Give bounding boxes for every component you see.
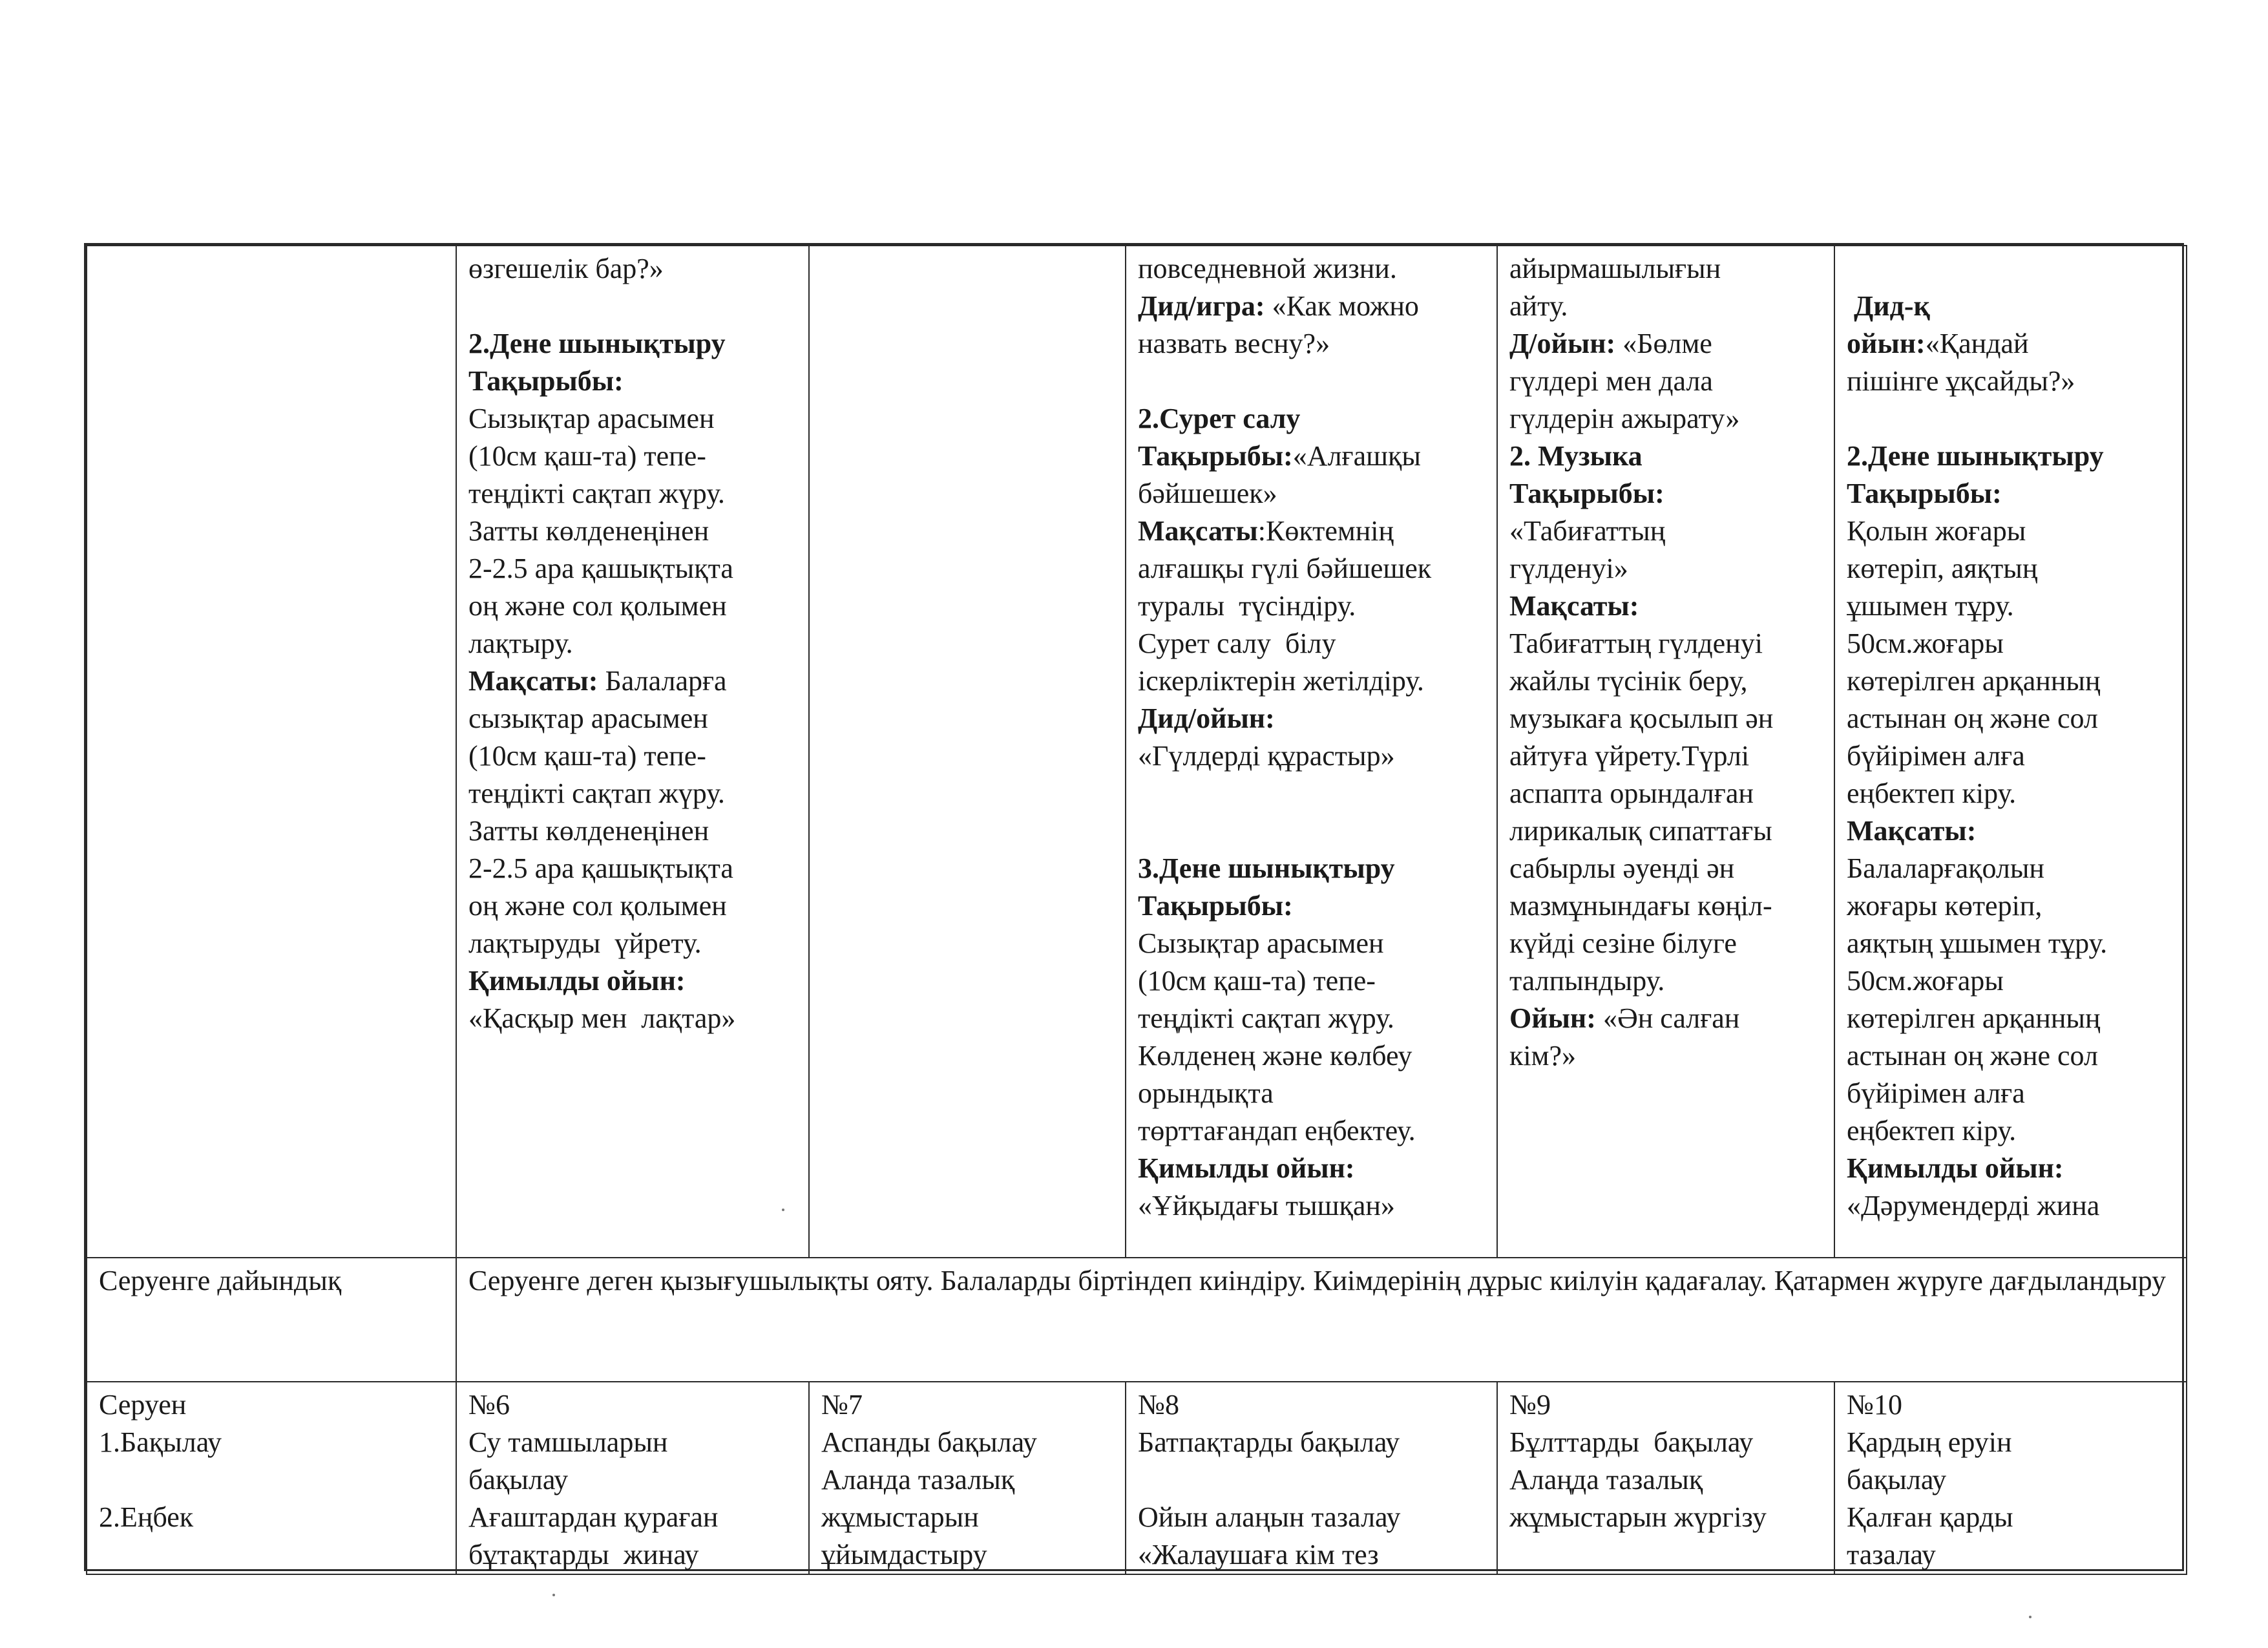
walk-day3-cell bbox=[1126, 1382, 1497, 1574]
bold-heading: Мақсаты: bbox=[468, 665, 598, 697]
line-text: «Бөлме bbox=[1615, 328, 1712, 359]
text-line: гүлдерін ажырату» bbox=[1509, 403, 1740, 434]
text-line: «Гүлдерді құрастыр» bbox=[1138, 740, 1395, 772]
text-line: кім?» bbox=[1509, 1040, 1576, 1072]
text-line: көтерілген арқанның bbox=[1847, 1002, 2101, 1034]
text-line: астынан оң және сол bbox=[1847, 1040, 2098, 1072]
text-line: лирикалық сипаттағы bbox=[1509, 815, 1772, 847]
text-line: Ағаштардан қураған bbox=[468, 1501, 719, 1533]
text-line bbox=[1138, 438, 1485, 475]
text-line: лақтыруды үйрету. bbox=[468, 927, 702, 959]
text-line: еңбектеп кіру. bbox=[1847, 777, 2017, 809]
text-line: №8 bbox=[1138, 1389, 1179, 1421]
text-line: іскерліктерін жетілдіру. bbox=[1138, 665, 1424, 697]
activities-label-cell bbox=[87, 246, 456, 1258]
text-line bbox=[468, 662, 797, 700]
text-line: аяқтың ұшымен тұру. bbox=[1847, 927, 2108, 959]
text-line: Батпақтарды бақылау bbox=[1138, 1426, 1400, 1458]
text-line: бүйірімен алға bbox=[1847, 1077, 2025, 1109]
text-line: Затты көлденеңінен bbox=[468, 815, 709, 847]
text-line: Тақырыбы: bbox=[468, 365, 624, 397]
text-line: Аспанды бақылау bbox=[821, 1426, 1037, 1458]
bold-heading: Ойын: bbox=[1509, 1002, 1596, 1034]
text-line: бақылау bbox=[1847, 1464, 1947, 1495]
text-line: айтуға үйрету.Түрлі bbox=[1509, 740, 1750, 772]
text-line: теңдікті сақтап жүру. bbox=[468, 777, 725, 809]
walk-row bbox=[87, 1382, 2187, 1574]
text-line: 3.Дене шынықтыру bbox=[1138, 852, 1395, 884]
text-line: Қимылды ойын: bbox=[1138, 1152, 1355, 1184]
text-line: «Дәрумендерді жина bbox=[1847, 1190, 2100, 1221]
walk-day1-cell bbox=[456, 1382, 809, 1574]
text-line: 1.Бақылау bbox=[99, 1426, 222, 1458]
text-line: Аланда тазалық bbox=[821, 1464, 1015, 1495]
text-line bbox=[1509, 1000, 1822, 1037]
text-line: туралы түсіндіру. bbox=[1138, 590, 1356, 622]
plan-table-frame bbox=[84, 243, 2184, 1571]
text-line: (10см қаш-та) тепе- bbox=[468, 440, 706, 472]
text-line: тазалау bbox=[1847, 1539, 1936, 1570]
text-line: Дид-қ bbox=[1847, 290, 1930, 322]
scan-speck bbox=[782, 1209, 784, 1211]
walk-day5-cell bbox=[1834, 1382, 2187, 1574]
text-line: күйді сезіне білуге bbox=[1509, 927, 1737, 959]
line-text: «Қандай bbox=[1925, 328, 2029, 359]
text-line: алғашқы гүлі бәйшешек bbox=[1138, 553, 1432, 584]
text-line bbox=[1509, 325, 1822, 363]
text-line: Ойын алаңын тазалау bbox=[1138, 1501, 1401, 1533]
text-line: бәйшешек» bbox=[1138, 478, 1277, 509]
text-line: орындықта bbox=[1138, 1077, 1274, 1109]
text-line bbox=[1138, 288, 1485, 325]
activities-day1-cell bbox=[456, 246, 809, 1258]
text-line: повседневной жизни. bbox=[1138, 253, 1397, 284]
text-line: Табиғаттың гүлденуі bbox=[1509, 628, 1763, 659]
text-line: жоғары көтеріп, bbox=[1847, 890, 2042, 922]
text-line: айырмашылығын bbox=[1509, 253, 1721, 284]
line-gap bbox=[99, 1461, 444, 1499]
text-line: бұтақтарды жинау bbox=[468, 1539, 699, 1570]
text-line: «Ұйқыдағы тышқан» bbox=[1138, 1190, 1395, 1221]
text-line: аспапта орындалған bbox=[1509, 777, 1754, 809]
text-line: Сызықтар арасымен bbox=[1138, 927, 1384, 959]
text-line: Мақсаты: bbox=[1847, 815, 1977, 847]
activities-day2-cell bbox=[809, 246, 1126, 1258]
activities-row bbox=[87, 246, 2187, 1258]
bold-heading: Тақырыбы: bbox=[1138, 440, 1293, 472]
text-line: Бұлттарды бақылау bbox=[1509, 1426, 1754, 1458]
text-line: 2. Музыка bbox=[1509, 440, 1643, 472]
line-gap bbox=[468, 288, 797, 325]
text-line: айту. bbox=[1509, 290, 1568, 322]
text-line: еңбектеп кіру. bbox=[1847, 1115, 2017, 1146]
line-gap bbox=[1138, 363, 1485, 400]
text-line: Қимылды ойын: bbox=[468, 965, 686, 997]
text-line: 2-2.5 ара қашықтықта bbox=[468, 852, 733, 884]
activities-day4-cell bbox=[1497, 246, 1834, 1258]
text-line: лақтыру. bbox=[468, 628, 573, 659]
text-line: Көлденең және көлбеу bbox=[1138, 1040, 1412, 1072]
line-text: «Ән салған bbox=[1595, 1002, 1740, 1034]
text-line: талпындыру. bbox=[1509, 965, 1665, 997]
text-line: №7 bbox=[821, 1389, 863, 1421]
line-text: :Көктемнің bbox=[1257, 515, 1394, 547]
walk-day4-cell bbox=[1497, 1382, 1834, 1574]
text-line: №6 bbox=[468, 1389, 510, 1421]
line-text: «Как можно bbox=[1265, 290, 1419, 322]
text-line: «Табиғаттың bbox=[1509, 515, 1666, 547]
text-line: жайлы түсінік беру, bbox=[1509, 665, 1748, 697]
bold-heading: ойын: bbox=[1847, 328, 1926, 359]
text-line: (10см қаш-та) тепе- bbox=[1138, 965, 1376, 997]
walk-preparation-label: Серуенге дайындық bbox=[87, 1258, 456, 1382]
text-line: Алаңда тазалық bbox=[1509, 1464, 1703, 1495]
text-line: гүлдері мен дала bbox=[1509, 365, 1713, 397]
text-line: «Қасқыр мен лақтар» bbox=[468, 1002, 736, 1034]
scan-speck bbox=[552, 1594, 555, 1596]
text-line: көтеріп, аяқтың bbox=[1847, 553, 2038, 584]
text-line: Қардың еруін bbox=[1847, 1426, 2012, 1458]
text-line: 2.Сурет салу bbox=[1138, 403, 1301, 434]
text-line: Қалған қарды bbox=[1847, 1501, 2013, 1533]
bold-heading: Мақсаты bbox=[1138, 515, 1258, 547]
text-line: Мақсаты: bbox=[1509, 590, 1639, 622]
text-line: астынан оң және сол bbox=[1847, 703, 2098, 734]
text-line: Серуен bbox=[99, 1389, 187, 1421]
text-line: №10 bbox=[1847, 1389, 1902, 1421]
text-line bbox=[1847, 325, 2174, 363]
text-line: Қолын жоғары bbox=[1847, 515, 2026, 547]
text-line: төрттағандап еңбектеу. bbox=[1138, 1115, 1416, 1146]
activities-day5-cell bbox=[1834, 246, 2187, 1258]
text-line: 2.Дене шынықтыру bbox=[1847, 440, 2104, 472]
text-line: оң және сол қолымен bbox=[468, 890, 727, 922]
text-line: көтерілген арқанның bbox=[1847, 665, 2101, 697]
text-line: пішінге ұқсайды?» bbox=[1847, 365, 2075, 397]
text-line: Дид/ойын: bbox=[1138, 703, 1275, 734]
text-line: гүлденуі» bbox=[1509, 553, 1628, 584]
line-gap bbox=[1138, 1461, 1485, 1499]
text-line: ұшымен тұру. bbox=[1847, 590, 2014, 622]
line-gap bbox=[1847, 400, 2174, 438]
text-line: №9 bbox=[1509, 1389, 1551, 1421]
text-line: бақылау bbox=[468, 1464, 569, 1495]
text-line: музыкаға қосылып ән bbox=[1509, 703, 1774, 734]
line-text: Балаларға bbox=[598, 665, 727, 697]
text-line: жұмыстарын жүргізу bbox=[1509, 1501, 1767, 1533]
text-line bbox=[1138, 512, 1485, 550]
text-line: Сызықтар арасымен bbox=[468, 403, 715, 434]
text-line: теңдікті сақтап жүру. bbox=[468, 478, 725, 509]
walk-label-cell bbox=[87, 1382, 456, 1574]
text-line: 2.Дене шынықтыру bbox=[468, 328, 726, 359]
scan-speck bbox=[2029, 1616, 2032, 1618]
text-line: ұйымдастыру bbox=[821, 1539, 987, 1570]
walk-preparation-row bbox=[87, 1258, 2187, 1382]
activities-day3-cell bbox=[1126, 246, 1497, 1258]
line-text: «Алғашқы bbox=[1292, 440, 1421, 472]
line-gap bbox=[1847, 250, 2174, 288]
walk-day2-cell bbox=[809, 1382, 1126, 1574]
text-line: сызықтар арасымен bbox=[468, 703, 708, 734]
text-line: бүйірімен алға bbox=[1847, 740, 2025, 772]
text-line: «Жалаушаға кім тез bbox=[1138, 1539, 1379, 1570]
text-line: 50см.жоғары bbox=[1847, 965, 2004, 997]
text-line: теңдікті сақтап жүру. bbox=[1138, 1002, 1394, 1034]
line-gap bbox=[1138, 775, 1485, 850]
text-line: Су тамшыларын bbox=[468, 1426, 668, 1458]
text-line: 2.Еңбек bbox=[99, 1501, 194, 1533]
text-line: Тақырыбы: bbox=[1847, 478, 2002, 509]
text-line: оң және сол қолымен bbox=[468, 590, 727, 622]
text-line: Тақырыбы: bbox=[1138, 890, 1293, 922]
text-line: Қимылды ойын: bbox=[1847, 1152, 2064, 1184]
bold-heading: Дид/игра: bbox=[1138, 290, 1265, 322]
lesson-plan-table bbox=[86, 245, 2187, 1575]
walk-preparation-text: Серуенге деген қызығушылықты ояту. Балаларды біртіндеп киіндіру. Киімдерінің дұрыс киілуін қадағалау. Қатармен жүруге дағдыландыру bbox=[456, 1258, 2187, 1382]
text-line: жұмыстарын bbox=[821, 1501, 979, 1533]
text-line: Тақырыбы: bbox=[1509, 478, 1664, 509]
text-line: өзгешелік бар?» bbox=[468, 253, 664, 284]
text-line: Балаларғақолын bbox=[1847, 852, 2044, 884]
text-line: мазмұнындағы көңіл- bbox=[1509, 890, 1772, 922]
text-line: Сурет салу білу bbox=[1138, 628, 1336, 659]
text-line: сабырлы әуенді ән bbox=[1509, 852, 1735, 884]
text-line: (10см қаш-та) тепе- bbox=[468, 740, 706, 772]
text-line: 2-2.5 ара қашықтықта bbox=[468, 553, 733, 584]
text-line: Затты көлденеңінен bbox=[468, 515, 709, 547]
text-line: назвать весну?» bbox=[1138, 328, 1330, 359]
text-line: 50см.жоғары bbox=[1847, 628, 2004, 659]
bold-heading: Д/ойын: bbox=[1509, 328, 1616, 359]
